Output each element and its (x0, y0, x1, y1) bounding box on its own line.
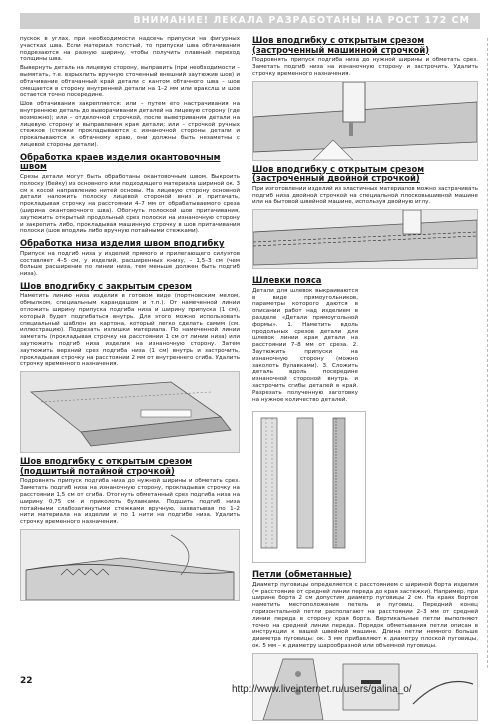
machine-hem-illustration (252, 81, 478, 161)
section-text: Диаметр пуговицы определяется с расстоянием с шириной борта изделия (= расстояние от средней линии переда до края застежки). Например, при ширине борта 2 см допустим диаметр пуговицы 2 см. На краях бортов наметить местоположение петель и пуговиц. Передний конец горизонтальной петли располагают на расстоянии 2–3 мм от средней линии переда в сторону края борта. Вертикальные петли выполняют точно на средней линии переда. Порядок обметывания петли описан в инструкции к вашей швейной машине. Длина петли немного больше диаметра пуговицы: ок. 3 мм прибавляют к диаметру плоской пуговицы, ок. 5 мм – к диаметру шарообразной или объемной пуговицы. (252, 581, 478, 650)
section-text: При изготовлении изделий из эластичных материалов можно застрачивать подгиб низа двойной строчкой на специальной плосковышивной машине или на бытовой швейной машине, используя двойную иглу. (252, 185, 478, 206)
intro-paragraph: пускок в углах, при необходимости надсечь припуски на фигурных участках шва. Если материал толстый, то припуски шва обтачивания подрезаются на разную ширину, чтобы получить плавный переход толщины шва. (20, 36, 240, 63)
hem-fold-illustration (20, 371, 240, 453)
intro-paragraph: Вывернуть деталь на лицевую сторону, выправить (при необходимости – вымятать, т.е. взрыхлить вручную сточенный внешний заутюжив шов) и обтачивание обтачанный край детали с кантом обтачного шва – шов смещается в сторону внутренней детали на 1–2 мм или вракслш и шов остается точно посередине. (20, 65, 240, 99)
section-text: Подровнять припуск подгиба низа до нужной ширины и обметать срез. Заметать подгиб низа на изнаночную сторону, прокладывая строчку на расстоянии 1,5 см от сгиба. Отогнуть обметанный срез подгиба низа на ширину 0,75 см и приколоть булавками. Подшить подгиб низа потайными слабозатянутыми стежками вручную, захватывая по 1–2 нити материала на изделии и по 1 нити на подгибе низа. Удалить строчку временного назначения. (20, 478, 240, 526)
section-title: Шов вподгибку с закрытым срезом (20, 280, 193, 291)
page-number: 22 (20, 676, 33, 686)
right-column (252, 36, 478, 724)
section-text: Наметить линию низа изделия в готовом виде (портновским мелом, обмылком, специальным карандашом и т.п.). От намеченной линии отложить ширину припуска подгиба низа и ширину припуска (1 см), который будет подгибаться внутрь. Для этого можно использовать специальный шаблон из картона, который легко сделать самим (см. иллюстрацию). Подрезать излишки материала. По намеченной линии заметать (прокладывая строчку на расстоянии 1 см от линии низа) или заутюжить подгиб низа изделия на изнаночную сторону. Затем заутюжить верхний срез подгиба низа (1 см) внутрь и застрочить, прокладывая строчку на расстоянии 2 мм от внутреннего сгиба. Удалить строчку временного назначения. (20, 293, 240, 368)
intro-paragraph: Шов обтачивания закрепляется: или – путем его настрачивания на внутреннюю деталь до выворачивания деталей на лицевую сторону (где возможно); или – отделочной строчкой, после выветривания детали на лицевую сторону и выправления края детали; или – строчкой ручных стежков (стежки прокладываются с изнаночной стороны детали и прокалываются к обтачному краю, они должны быть незаметны с лицевой стороны детали). (20, 101, 240, 148)
section-title: Шов вподгибку с открытым срезом (застроченный машинной строчкой) (252, 35, 430, 55)
section-title: Обработка краев изделия окантовочным швом (20, 151, 221, 172)
cut-line (477, 38, 488, 668)
footer-url: http://www.liveinternet.ru/users/galina_o/ (232, 684, 412, 695)
section-title: Шов вподгибку с открытым срезом (подшитый потайной строчкой) (20, 456, 193, 476)
section-title: Шлевки пояса (252, 275, 322, 286)
blind-hem-illustration (20, 529, 240, 601)
section-title: Петли (обметанные) (252, 569, 352, 580)
section-text: Припуск на подгиб низа у изделий прямого и прилегающего силуэтов составляет 4–5 см, у изделий, расширенных книзу, – 1,5–3 см (чем больше расширение по линии низа, тем меньше должен быть подгиб низа). (20, 250, 240, 278)
section-text: Подровнять припуск подгиба низа до нужной ширины и обметать срез. Заметать подгиб низа на изнаночную сторону и застрочить. Удалить строчку временного назначения. (252, 57, 478, 77)
section-title: Обработка низа изделия швом вподгибку (20, 238, 225, 249)
section-text: Срезы детали могут быть обработаны окантовочным швом. Выкроить полоску (бейку) из основного или подходящего материала шириной ок. 3 см к косой направлению нитей основы. На лицевую сторону основной детали наложить полоску лицевой стороной вниз и притачать, прокладывая строчку на расстоянии 4–7 мм от обрабатываемого среза (ширина окантовочного шва). Обогнуть полоской шов притачивания, заутюжить открытый продольный срез полоски на изнаночную сторону и закрепить либо, прокладывая машинную строчку в шов притачивания полоски (шов вподлиь либо вручную потайными стежками). (20, 173, 240, 235)
belt-loops-illustration (252, 411, 366, 563)
section-title: Шов вподгибку с открытым срезом (застроченный двойной строчкой) (252, 163, 425, 184)
left-column (20, 36, 240, 604)
double-stitch-illustration (252, 209, 478, 269)
header-title: ВНИМАНИЕ! ЛЕКАЛА РАЗРАБОТАНЫ НА РОСТ 172 СМ (133, 15, 470, 26)
header-bar (20, 13, 480, 29)
section-text: Детали для шлевок выкраиваются в виде прямоугольников, параметры которого даются в описании работ над изделием в разделе «Детали прямоугольной формы». 1. Наметить вдоль продольных срезов детали для шлевок линии края детали на расстоянии 7–8 мм от среза. 2. Заутюжить припуски на изнаночную сторону (можно заколоть булавками). 3. Сложить деталь вдоль посередине изнаночной стороной внутрь и застрочить сгибы деталей в край. Разрезать полученную заготовку на нужное количество деталей. (252, 287, 358, 403)
belt-loops-block (252, 272, 478, 566)
